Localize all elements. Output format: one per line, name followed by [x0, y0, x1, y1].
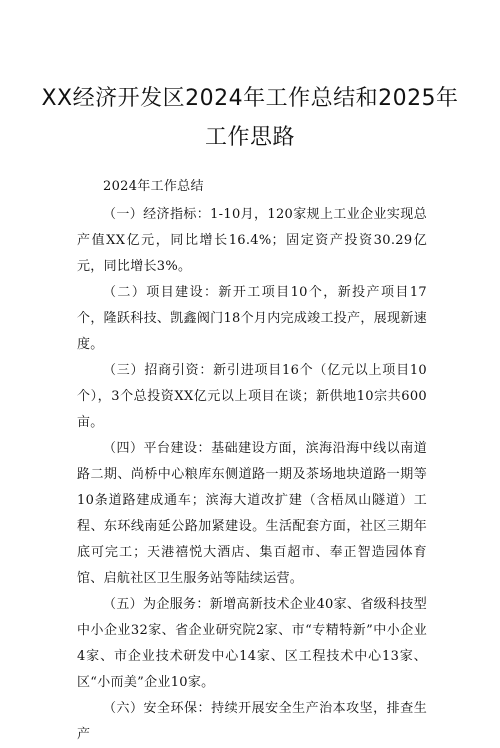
document-title-line-2: 工作思路	[204, 125, 295, 150]
paragraph-economic-indicators: （一）经济指标：1-10月，120家规上工业企业实现总产值XX亿元，同比增长16.4%；固定资产投资30.29亿元，同比增长3%。	[77, 207, 427, 274]
paragraph-platform-construction: （四）平台建设：基础建设方面，滨海沿海中线以南道路二期、尚桥中心粮库东侧道路一期及茶场地块道路一期等10条道路建成通车；滨海大道改扩建（含梧凤山隧道）工程、东环线南延公路加紧建设。生活配套方面，社区三期年底可完工；天港禧悦大酒店、集百超市、奉正智造园体育馆、启航社区卫生服务站等陆续运营。	[77, 441, 427, 586]
document-title-line-1: XX经济开发区2024年工作总结和2025年	[41, 86, 459, 111]
paragraph-project-construction: （二）项目建设：新开工项目10个，新投产项目17个，隆跃科技、凯鑫阀门18个月内完成竣工投产，展现新速度。	[77, 285, 427, 352]
paragraph-enterprise-services: （五）为企服务：新增高新技术企业40家、省级科技型中小企业32家、省企业研究院2家、市“专精特新”中小企业4家、市企业技术研发中心14家、区工程技术中心13家、区“小而美”企业10家。	[77, 597, 427, 690]
document-body	[77, 170, 427, 748]
paragraph-investment-attraction: （三）招商引资：新引进项目16个（亿元以上项目10个），3个总投资XX亿元以上项目在谈；新供地10宗共600亩。	[77, 363, 427, 430]
section-heading: 2024年工作总结	[103, 179, 204, 194]
paragraph-safety-environment: （六）安全环保：持续开展安全生产治本攻坚，排查生产	[77, 701, 427, 742]
